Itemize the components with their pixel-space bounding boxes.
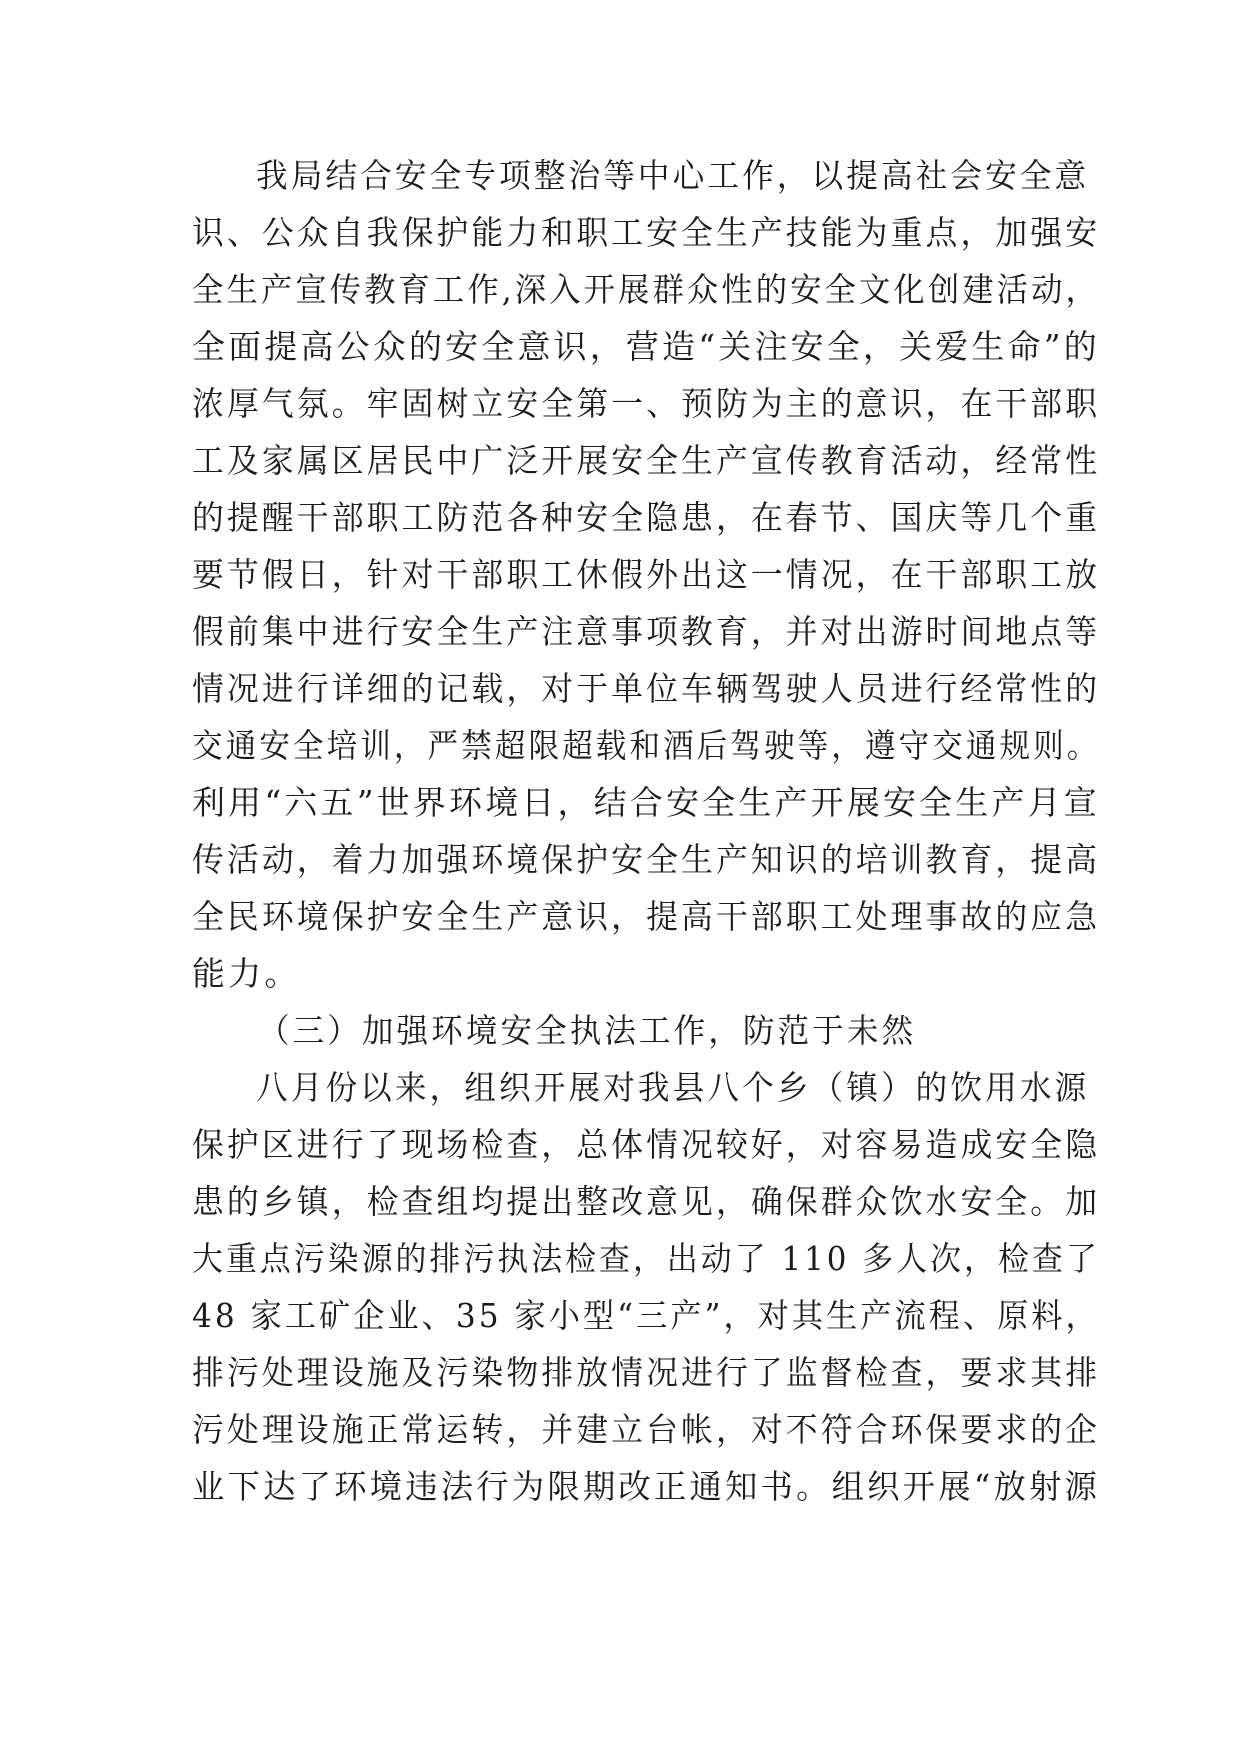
section-heading: （三）加强环境安全执法工作，防范于未然 (258, 1011, 917, 1050)
paragraph-line: 的提醒干部职工防范各种安全隐患，在春节、国庆等几个重 (192, 498, 1101, 537)
paragraph-line: 交通安全培训，严禁超限超载和酒后驾驶等，遵守交通规则。 (192, 726, 1101, 765)
paragraph-line: 我局结合安全专项整治等中心工作，以提高社会安全意 (256, 156, 1090, 195)
paragraph-line: 全面提高公众的安全意识，营造“关注安全，关爱生命”的 (192, 327, 1100, 366)
paragraph-line: 要节假日，针对干部职工休假外出这一情况，在干部职工放 (192, 555, 1101, 594)
paragraph-line: 八月份以来，组织开展对我县八个乡（镇）的饮用水源 (256, 1068, 1090, 1107)
paragraph-line: 48 家工矿企业、35 家小型“三产”，对其生产流程、原料， (192, 1296, 1100, 1335)
paragraph-line: 全生产宣传教育工作,深入开展群众性的安全文化创建活动， (192, 270, 1100, 309)
paragraph-line: 假前集中进行安全生产注意事项教育，并对出游时间地点等 (192, 612, 1101, 651)
paragraph-line: 污处理设施正常运转，并建立台帐，对不符合环保要求的企 (192, 1410, 1101, 1449)
paragraph-line: 保护区进行了现场检查，总体情况较好，对容易造成安全隐 (192, 1125, 1101, 1164)
paragraph-line: 大重点污染源的排污执法检查，出动了 110 多人次，检查了 (192, 1239, 1100, 1278)
paragraph-line: 情况进行详细的记载，对于单位车辆驾驶人员进行经常性的 (192, 669, 1101, 708)
paragraph-line: 业下达了环境违法行为限期改正通知书。组织开展“放射源 (192, 1467, 1101, 1506)
paragraph-line: 利用“六五”世界环境日，结合安全生产开展安全生产月宣 (192, 783, 1100, 822)
paragraph-line: 患的乡镇，检查组均提出整改意见，确保群众饮水安全。加 (192, 1182, 1101, 1221)
paragraph-line: 排污处理设施及污染物排放情况进行了监督检查，要求其排 (192, 1353, 1101, 1392)
paragraph-line: 浓厚气氛。牢固树立安全第一、预防为主的意识，在干部职 (192, 384, 1101, 423)
paragraph-line: 识、公众自我保护能力和职工安全生产技能为重点，加强安 (192, 213, 1101, 252)
paragraph-line: 全民环境保护安全生产意识，提高干部职工处理事故的应急 (192, 897, 1101, 936)
paragraph-line: 传活动，着力加强环境保护安全生产知识的培训教育，提高 (192, 840, 1101, 879)
paragraph-line: 能力。 (192, 954, 301, 993)
paragraph-line: 工及家属区居民中广泛开展安全生产宣传教育活动，经常性 (192, 441, 1101, 480)
